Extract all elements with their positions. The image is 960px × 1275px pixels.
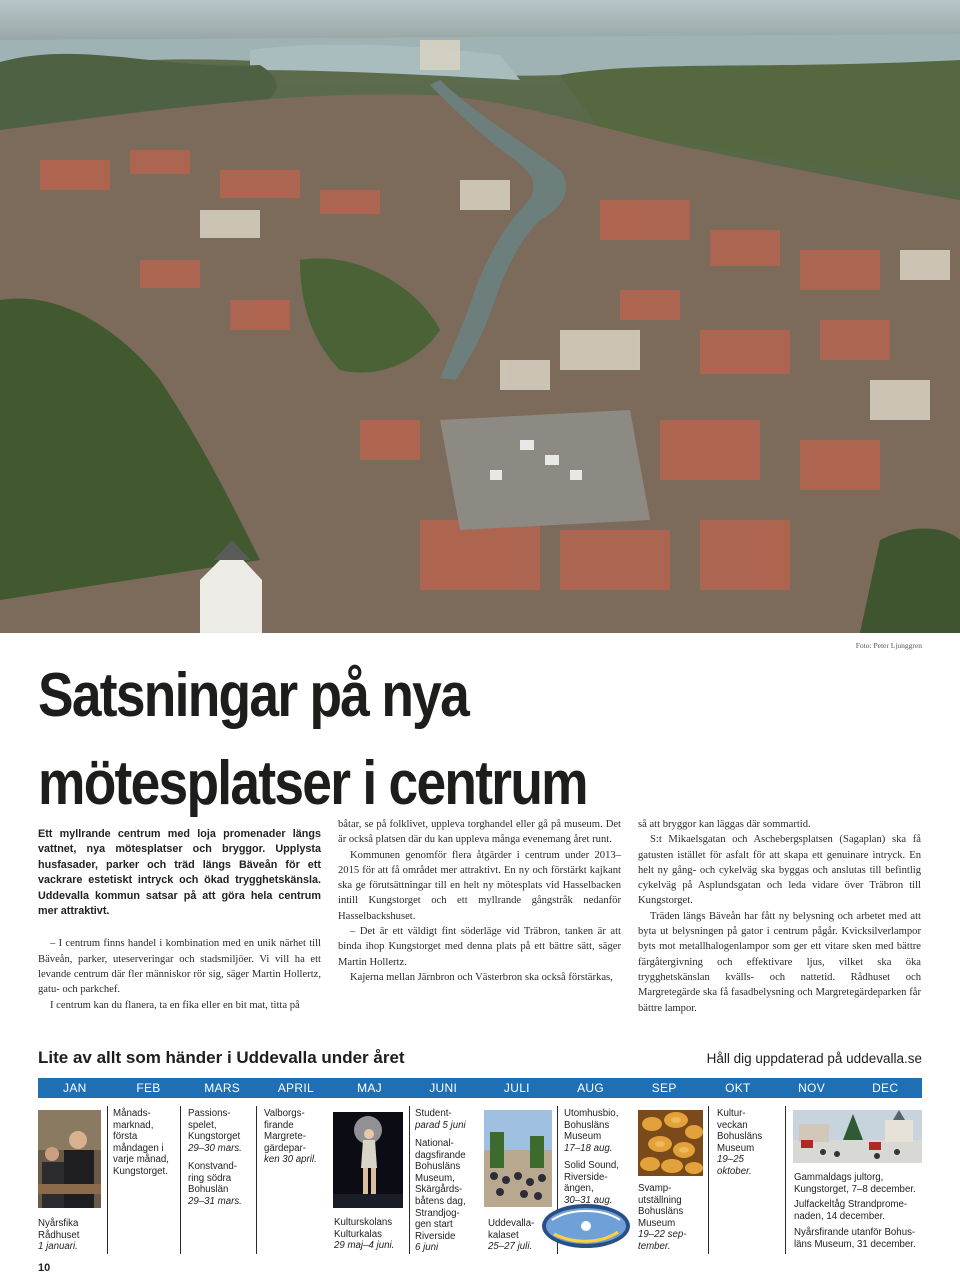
paragraph: I centrum kan du flanera, ta en fika eller en bit mat, titta på — [50, 999, 300, 1011]
festival-logo — [540, 1200, 632, 1252]
event-sep: Svamp- utställning Bohusläns Museum 19–22 sep- tember. — [638, 1183, 687, 1252]
divider — [785, 1106, 786, 1254]
paragraph: S:t Mikaelsgatan och Aschebergsplatsen (Sagaplan) ska få gatusten istället för asfalt för att skapa ett genuinare intryck. En helt ny gång- och cykelväg ska byggas och anslutas till befintlig cykelväg på Asplundsgatan och leda vidare över Träbron till Kungstorget. — [638, 834, 921, 907]
event-dec-nyarsfirande: Nyårsfirande utanför Bohus- läns Museum, 31 december. — [794, 1227, 916, 1250]
divider — [180, 1106, 181, 1254]
divider — [708, 1106, 709, 1254]
page-number: 10 — [38, 1262, 51, 1274]
article-column-1 — [38, 817, 321, 1013]
kulturkalas-photo — [333, 1112, 403, 1208]
divider — [256, 1106, 257, 1254]
paragraph: så att bryggor kan läggas där sommartid. — [638, 819, 811, 830]
divider — [409, 1106, 410, 1254]
paragraph: – Det är ett väldigt fint söderläge vid Träbron, tanken är att binda ihop Kungstorget med denna plats på ett bättre sätt, säger Martin Hollertz. — [338, 926, 621, 968]
event-mars-konstvandring: Konstvand- ring södra Bohuslän 29–31 mars. — [188, 1161, 242, 1207]
page-title — [38, 652, 795, 828]
event-april: Valborgs- firande Margrete- gärdepar- ken 30 april. — [264, 1108, 317, 1166]
title-line-2: mötesplatser i centrum — [38, 749, 587, 818]
article-column-2 — [338, 817, 621, 985]
month-bar — [38, 1078, 922, 1098]
paragraph: Kajerna mellan Järnbron och Västerbron ska också förstärkas, — [350, 971, 613, 983]
article-column-3 — [638, 817, 921, 1016]
month-mars: MARS — [204, 1081, 241, 1095]
paragraph: Träden längs Bäveån har fått ny belysning och arbetet med att byta ut belysningen på gator i centrum pågår. Kvicksilverlampor byts mot metallhalogenlampor som ger ett vitare sken med bättre färgåtergivning och effektivare ljus, vilket ska öka trygghetskänslan kvälls- och nattetid. Rådhuset och Margretegärde ska få fasadbelysning och Margretegärdeparken får bättre lampor. — [638, 910, 921, 1014]
event-dec-jultorg: Gammaldags jultorg, Kungstorget, 7–8 december. — [794, 1172, 916, 1195]
month-sep: SEP — [651, 1081, 677, 1095]
website-link[interactable]: Håll dig uppdaterad på uddevalla.se — [706, 1051, 922, 1066]
event-feb: Månads- marknad, första måndagen i varje månad, Kungstorget. — [113, 1108, 170, 1177]
photo-credit: Foto: Peter Ljunggren — [855, 641, 922, 650]
paragraph: – I centrum finns handel i kombination med en unik närhet till Bäveån, parker, uteserveringar och stadsmiljöer. Vi vill ha ett levande centrum där fler människor rör sig, säger Martin Hollertz, gatu- och parkchef. — [38, 938, 321, 996]
event-aug-solidsound: Solid Sound, Riverside- ängen, 30–31 aug. — [564, 1160, 619, 1206]
event-juni-nationaldag: National- dagsfirande Bohusläns Museum, Skärgårds- båtens dag, Strandjog- gen start Riverside 6 juni — [415, 1138, 466, 1254]
jultorg-photo — [793, 1110, 922, 1163]
event-aug-utomhusbio: Utomhusbio, Bohusläns Museum 17–18 aug. — [564, 1108, 619, 1154]
paragraph: Kommunen genomför flera åtgärder i centrum under 2013–2015 för att få området mer attraktivt. En ny och förstärkt kajkant ska ge förutsättningar till en helt ny mötesplats vid Hasselbacken intill Kungstorget och ett myllrande gångstråk nedanför Hasselbackshuset. — [338, 849, 621, 922]
divider — [107, 1106, 108, 1254]
event-juli: Uddevalla- kalaset 25–27 juli. — [488, 1218, 535, 1253]
aerial-city-photo — [0, 0, 960, 633]
title-line-1: Satsningar på nya — [38, 661, 469, 730]
month-aug: AUG — [577, 1081, 604, 1095]
nyarsfika-photo — [38, 1110, 101, 1208]
month-feb: FEB — [136, 1081, 161, 1095]
event-jan: Nyårsfika Rådhuset 1 januari. — [38, 1218, 80, 1253]
event-dec-fackeltag: Julfackeltåg Strandprome- naden, 14 december. — [794, 1199, 908, 1222]
event-mars-passionsspelet: Passions- spelet, Kungstorget 29–30 mars. — [188, 1108, 242, 1154]
month-juli: JULI — [503, 1081, 530, 1095]
article-lead: Ett myllrande centrum med loja promenader längs vattnet, nya mötesplatser och bryggor. Upplysta husfasader, parker och träd längs Bäveån för ett vackrare estetiskt intryck och ökad trygghetskänsla. Uddevalla kommun satsar på att göra hela centrum mer attraktivt. — [38, 828, 321, 918]
uddevallakalaset-photo — [484, 1110, 552, 1207]
paragraph: båtar, se på folklivet, uppleva torghandel eller gå på museum. Det är också platsen där du kan uppleva många evenemang året runt. — [338, 819, 621, 846]
month-maj: MAJ — [357, 1081, 382, 1095]
month-dec: DEC — [872, 1081, 899, 1095]
month-jan: JAN — [63, 1081, 87, 1095]
month-nov: NOV — [798, 1081, 825, 1095]
month-okt: OKT — [725, 1081, 751, 1095]
svamp-photo — [638, 1110, 703, 1176]
month-april: APRIL — [277, 1081, 314, 1095]
event-juni-studentparad: Student- parad 5 juni — [415, 1108, 466, 1131]
month-juni: JUNI — [429, 1081, 458, 1095]
timeline-title: Lite av allt som händer i Uddevalla under året — [38, 1048, 405, 1067]
event-maj: Kulturskolans Kulturkalas 29 maj–4 juni. — [334, 1217, 395, 1252]
event-okt: Kultur- veckan Bohusläns Museum 19–25 oktober. — [717, 1108, 763, 1177]
